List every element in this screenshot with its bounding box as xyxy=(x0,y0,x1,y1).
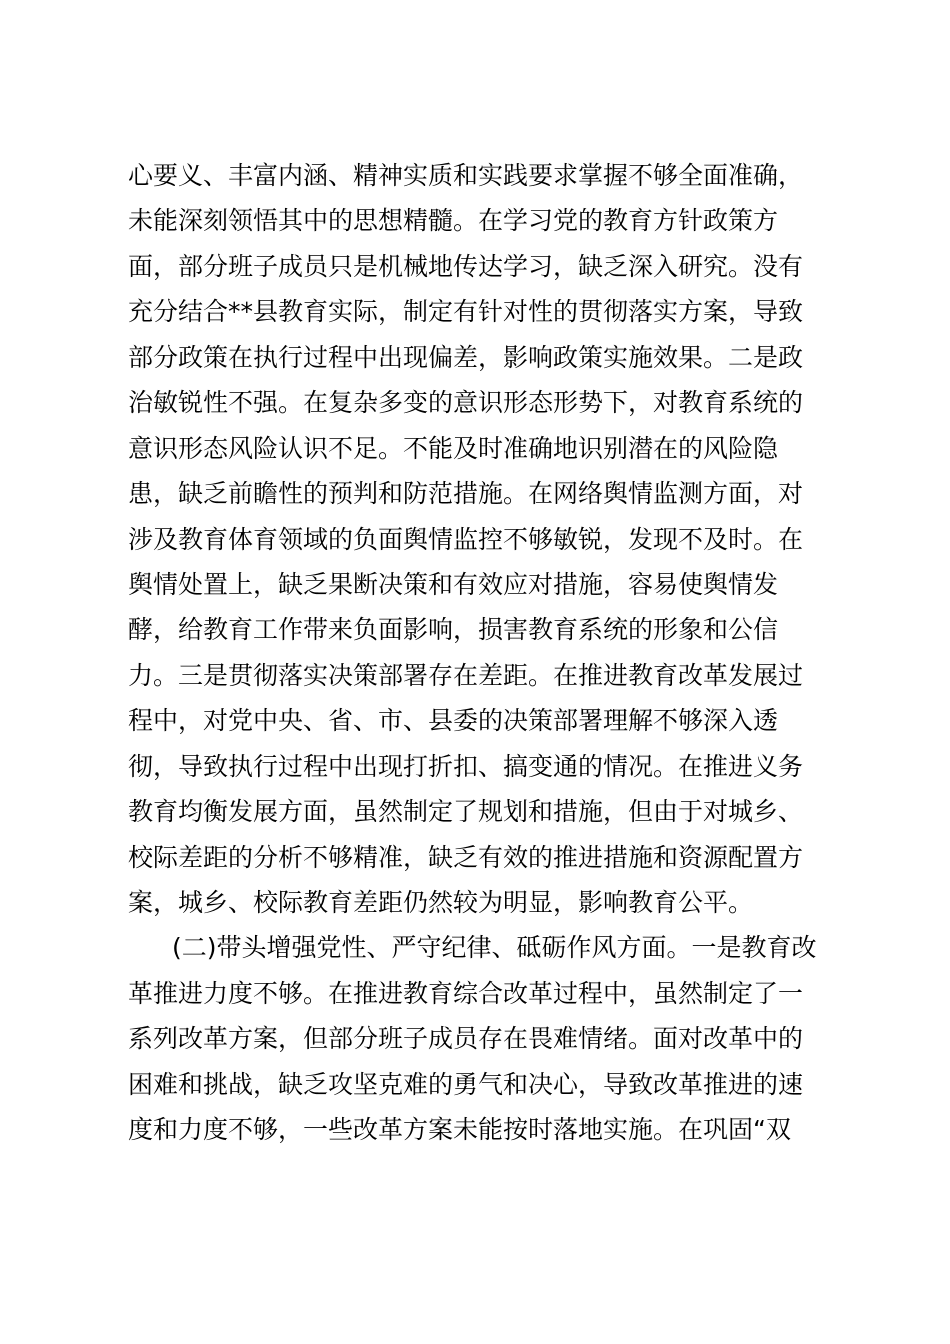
text-line: 校际差距的分析不够精准，缺乏有效的推进措施和资源配置方 xyxy=(128,842,804,872)
text-line: 未能深刻领悟其中的思想精髓。在学习党的教育方针政策方 xyxy=(128,206,779,236)
text-line: 意识形态风险认识不足。不能及时准确地识别潜在的风险隐 xyxy=(128,433,779,463)
text-line: 心要义、丰富内涵、精神实质和实践要求掌握不够全面准确， xyxy=(128,161,804,190)
text-line: 涉及教育体育领域的负面舆情监控不够敏锐，发现不及时。在 xyxy=(128,524,804,554)
text-line: 充分结合**县教育实际，制定有针对性的贯彻落实方案，导致 xyxy=(128,297,804,327)
text-line: 患，缺乏前瞻性的预判和防范措施。在网络舆情监测方面，对 xyxy=(128,479,804,509)
text-line: 治敏锐性不强。在复杂多变的意识形态形势下，对教育系统的 xyxy=(128,388,804,418)
text-line: 教育均衡发展方面，虽然制定了规划和措施，但由于对城乡、 xyxy=(128,797,804,827)
text-line: 案，城乡、校际教育差距仍然较为明显，影响教育公平。 xyxy=(128,888,754,917)
text-line: 系列改革方案，但部分班子成员存在畏难情绪。面对改革中的 xyxy=(128,1024,804,1054)
section-heading-line: (二)带头增强党性、严守纪律、砥砺作风方面。一是教育改 xyxy=(172,933,817,963)
text-line: 困难和挑战，缺乏攻坚克难的勇气和决心，导致改革推进的速 xyxy=(128,1069,804,1099)
text-line: 舆情处置上，缺乏果断决策和有效应对措施，容易使舆情发 xyxy=(128,569,779,599)
text-line: 彻，导致执行过程中出现打折扣、搞变通的情况。在推进义务 xyxy=(128,751,804,781)
text-line: 力。三是贯彻落实决策部署存在差距。在推进教育改革发展过 xyxy=(128,660,804,690)
text-line: 程中，对党中央、省、市、县委的决策部署理解不够深入透 xyxy=(128,706,779,736)
text-line: 革推进力度不够。在推进教育综合改革过程中，虽然制定了一 xyxy=(128,978,804,1008)
text-line: 面，部分班子成员只是机械地传达学习，缺乏深入研究。没有 xyxy=(128,251,804,281)
text-line: 度和力度不够，一些改革方案未能按时落地实施。在巩固“双 xyxy=(128,1115,791,1145)
body-text xyxy=(128,153,828,1153)
text-line: 酵，给教育工作带来负面影响，损害教育系统的形象和公信 xyxy=(128,615,779,645)
text-line: 部分政策在执行过程中出现偏差，影响政策实施效果。二是政 xyxy=(128,342,804,372)
